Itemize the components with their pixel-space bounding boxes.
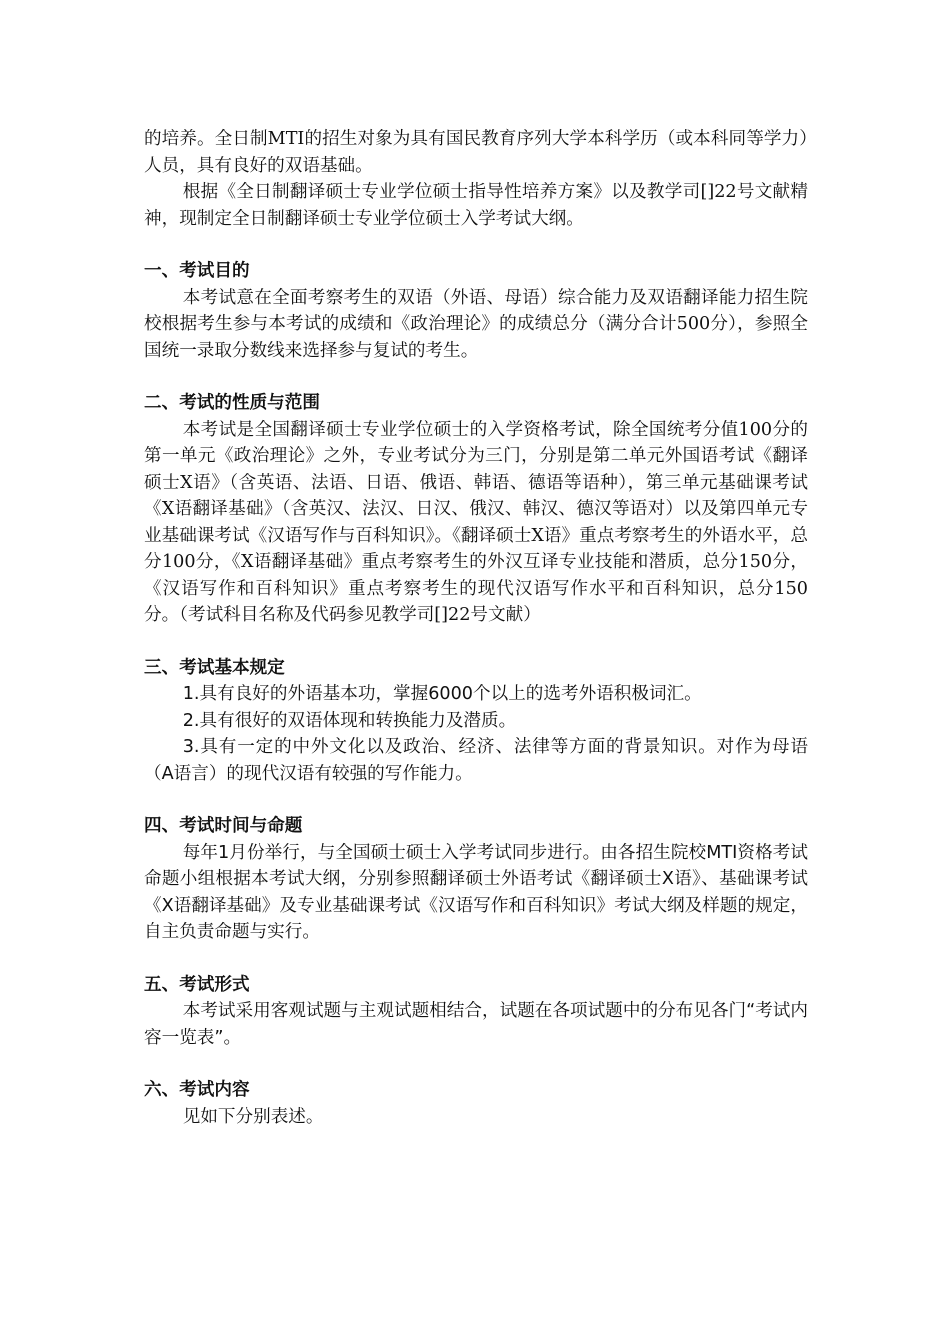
section-heading: 五、考试形式 xyxy=(144,974,250,995)
section-paragraph: 本考试是全国翻译硕士专业学位硕士的入学资格考试，除全国统考分值100分的第一单元《政治理论》之外，专业考试分为三门，分别是第二单元外国语考试《翻译硕士X语》（含英语、法语、日语、俄语、韩语、德语等语种），第三单元基础课考试《X语翻译基础》（含英汉、法汉、日汉、俄汉、韩汉、德汉等语对）以及第四单元专业基础课考试《汉语写作与百科知识》。《翻译硕士X语》重点考察考生的外语水平，总分100分，《X语翻译基础》重点考察考生的外汉互译专业技能和潜质，总分150分，《汉语写作和百科知识》重点考察考生的现代汉语写作水平和百科知识，总分150分。（考试科目名称及代码参见教学司[]22号文献） xyxy=(144,419,808,625)
section-heading: 四、考试时间与命题 xyxy=(144,816,303,836)
section-heading: 六、考试内容 xyxy=(144,1080,250,1100)
intro-basis-paragraph xyxy=(144,179,808,232)
section-heading: 三、考试基本规定 xyxy=(144,657,285,678)
section-exam-time-setting xyxy=(144,813,808,946)
rule-item: 1.具有良好的外语基本功，掌握6000个以上的选考外语积极词汇。 xyxy=(182,684,702,704)
section-exam-format xyxy=(144,972,808,1052)
section-paragraph: 见如下分别表述。 xyxy=(182,1106,324,1127)
intro-basis-middle: 以及教学司[]22号文献精神，现制定 xyxy=(144,182,808,229)
rule-item: 2.具有很好的双语体现和转换能力及潜质。 xyxy=(182,710,517,731)
section-exam-content xyxy=(144,1077,808,1130)
section-paragraph: 每年1月份举行，与全国硕士硕士入学考试同步进行。由各招生院校MTI资格考试命题小组根据本考试大纲，分别参照翻译硕士外语考试《翻译硕士X语》、基础课考试《X语翻译基础》及专业基础课考试《汉语写作和百科知识》考试大纲及样题的规定，自主负责命题与实行。 xyxy=(144,842,808,942)
training-plan-title: 《全日制翻译硕士专业学位硕士指导性培养方案》 xyxy=(218,182,612,202)
intro-basis-lead: 根据 xyxy=(182,182,219,202)
intro-basis-end: 。 xyxy=(566,208,584,229)
section-exam-nature-scope xyxy=(144,390,808,629)
section-heading: 二、考试的性质与范围 xyxy=(144,393,320,413)
document-page xyxy=(144,126,808,1130)
intro-paragraph: 的培养。全日制MTI的招生对象为具有国民教育序列大学本科学历（或本科同等学力）人员，具有良好的双语基础。 xyxy=(144,129,808,176)
section-exam-purpose xyxy=(144,258,808,364)
exam-outline-title: 全日制翻译硕士专业学位硕士入学考试大纲 xyxy=(231,208,567,229)
rule-item: 3.具有一定的中外文化以及政治、经济、法律等方面的背景知识。对作为母语（A语言）的现代汉语有较强的写作能力。 xyxy=(144,737,808,784)
section-paragraph: 本考试意在全面考察考生的双语（外语、母语）综合能力及双语翻译能力招生院校根据考生参与本考试的成绩和《政治理论》的成绩总分（满分合计500分），参照全国统一录取分数线来选择参与复试的考生。 xyxy=(144,287,808,361)
section-paragraph: 本考试采用客观试题与主观试题相结合，试题在各项试题中的分布见各门“考试内容一览表”。 xyxy=(144,1001,808,1048)
section-basic-rules xyxy=(144,655,808,788)
section-heading: 一、考试目的 xyxy=(144,261,250,281)
